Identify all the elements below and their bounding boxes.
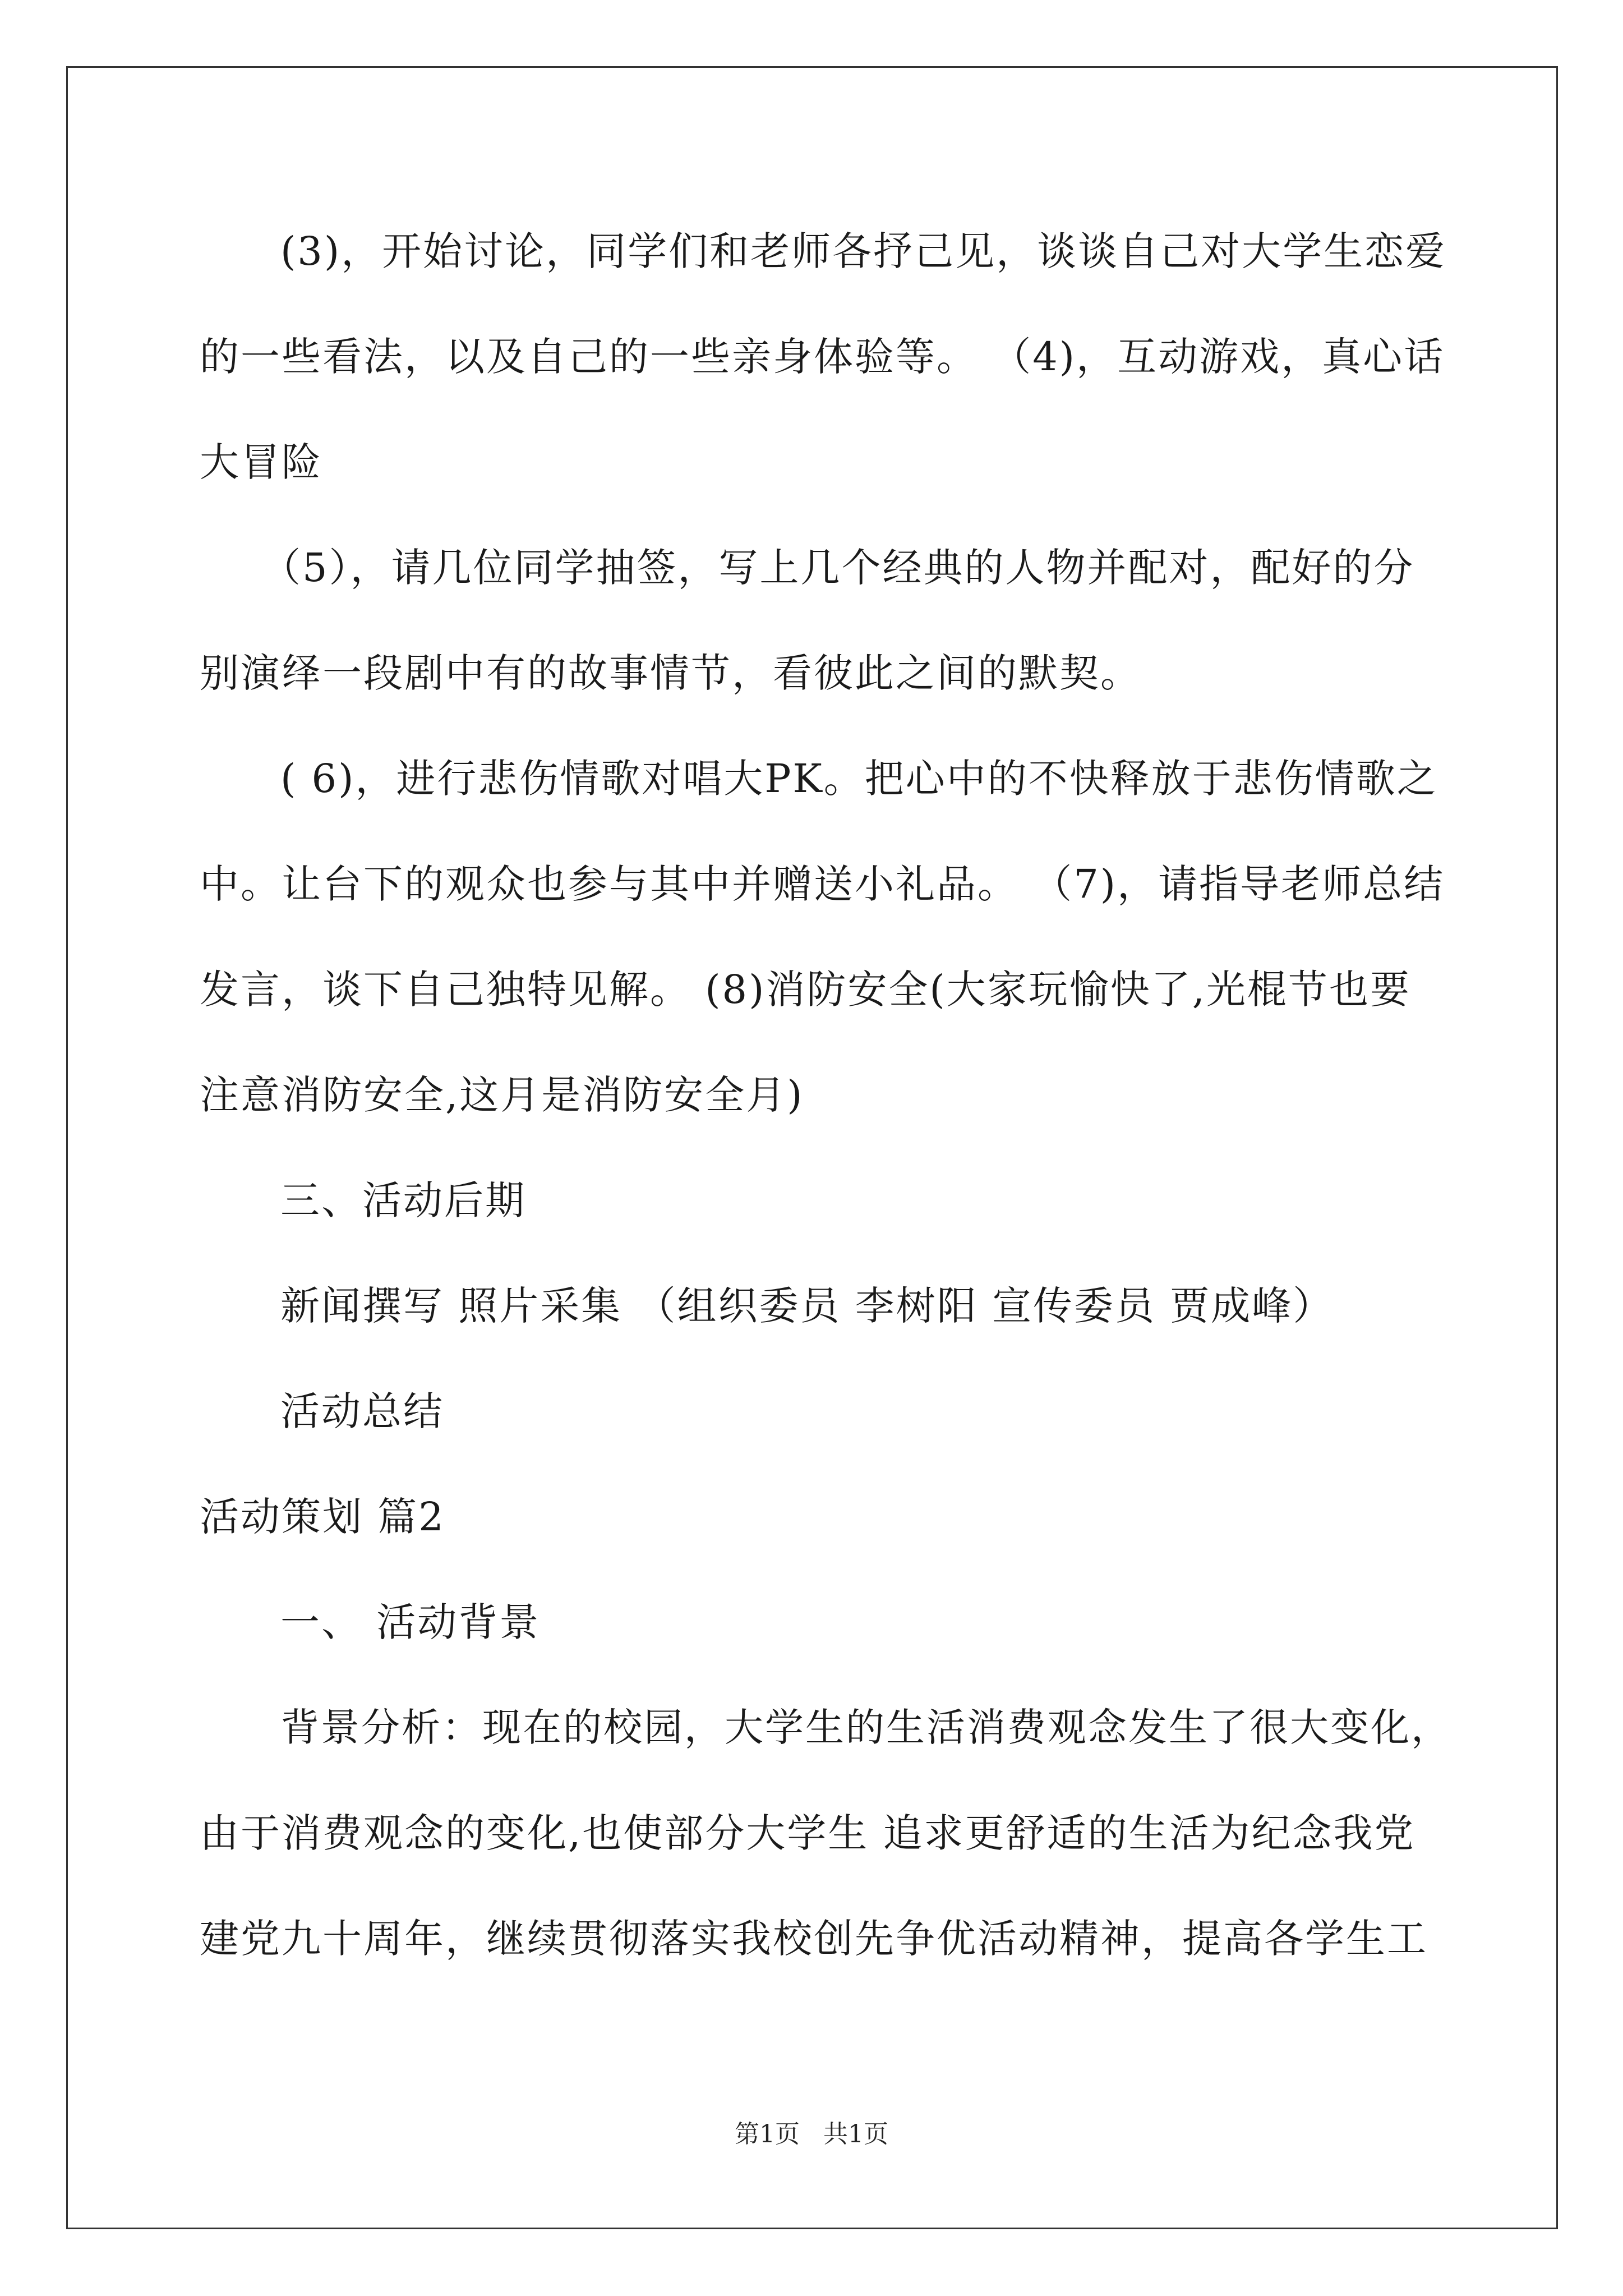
text-line: 新闻撰写 照片采集 （组织委员 李树阳 宣传委员 贾成峰） — [280, 1283, 1334, 1329]
text-line: （5），请几位同学抽签，写上几个经典的人物并配对，配好的分 — [261, 545, 1415, 591]
text-line: 中。让台下的观众也参与其中并赠送小礼品。 （7)，请指导老师总结 — [200, 861, 1445, 907]
text-line: 的一些看法，以及自己的一些亲身体验等。 （4)，互动游戏，真心话 — [200, 334, 1445, 380]
text-line: 大冒险 — [200, 439, 322, 485]
text-line: 建党九十周年，继续贯彻落实我校创先争优活动精神，提高各学生工 — [200, 1916, 1428, 1962]
text-line: (3)，开始讨论，同学们和老师各抒己见，谈谈自己对大学生恋爱 — [280, 228, 1447, 274]
text-line: 活动总结 — [280, 1388, 444, 1434]
article-title: 活动策划 篇2 — [200, 1494, 445, 1540]
text-line: ( 6)，进行悲伤情歌对唱大PK。把心中的不快释放于悲伤情歌之 — [280, 756, 1438, 802]
section-heading: 三、活动后期 — [280, 1177, 526, 1223]
page-number-footer: 第1页 共1页 — [735, 2120, 888, 2148]
text-line: 由于消费观念的变化,也使部分大学生 追求更舒适的生活为纪念我党 — [200, 1810, 1415, 1856]
text-line: 发言，谈下自己独特见解。 (8)消防安全(大家玩愉快了,光棍节也要 — [200, 967, 1411, 1013]
section-heading: 一、 活动背景 — [280, 1599, 541, 1645]
text-line: 背景分析：现在的校园，大学生的生活消费观念发生了很大变化， — [280, 1705, 1451, 1750]
text-line: 注意消防安全,这月是消防安全月) — [200, 1072, 804, 1118]
page-border — [66, 66, 1558, 2229]
text-line: 别演绎一段剧中有的故事情节，看彼此之间的默契。 — [200, 650, 1141, 696]
